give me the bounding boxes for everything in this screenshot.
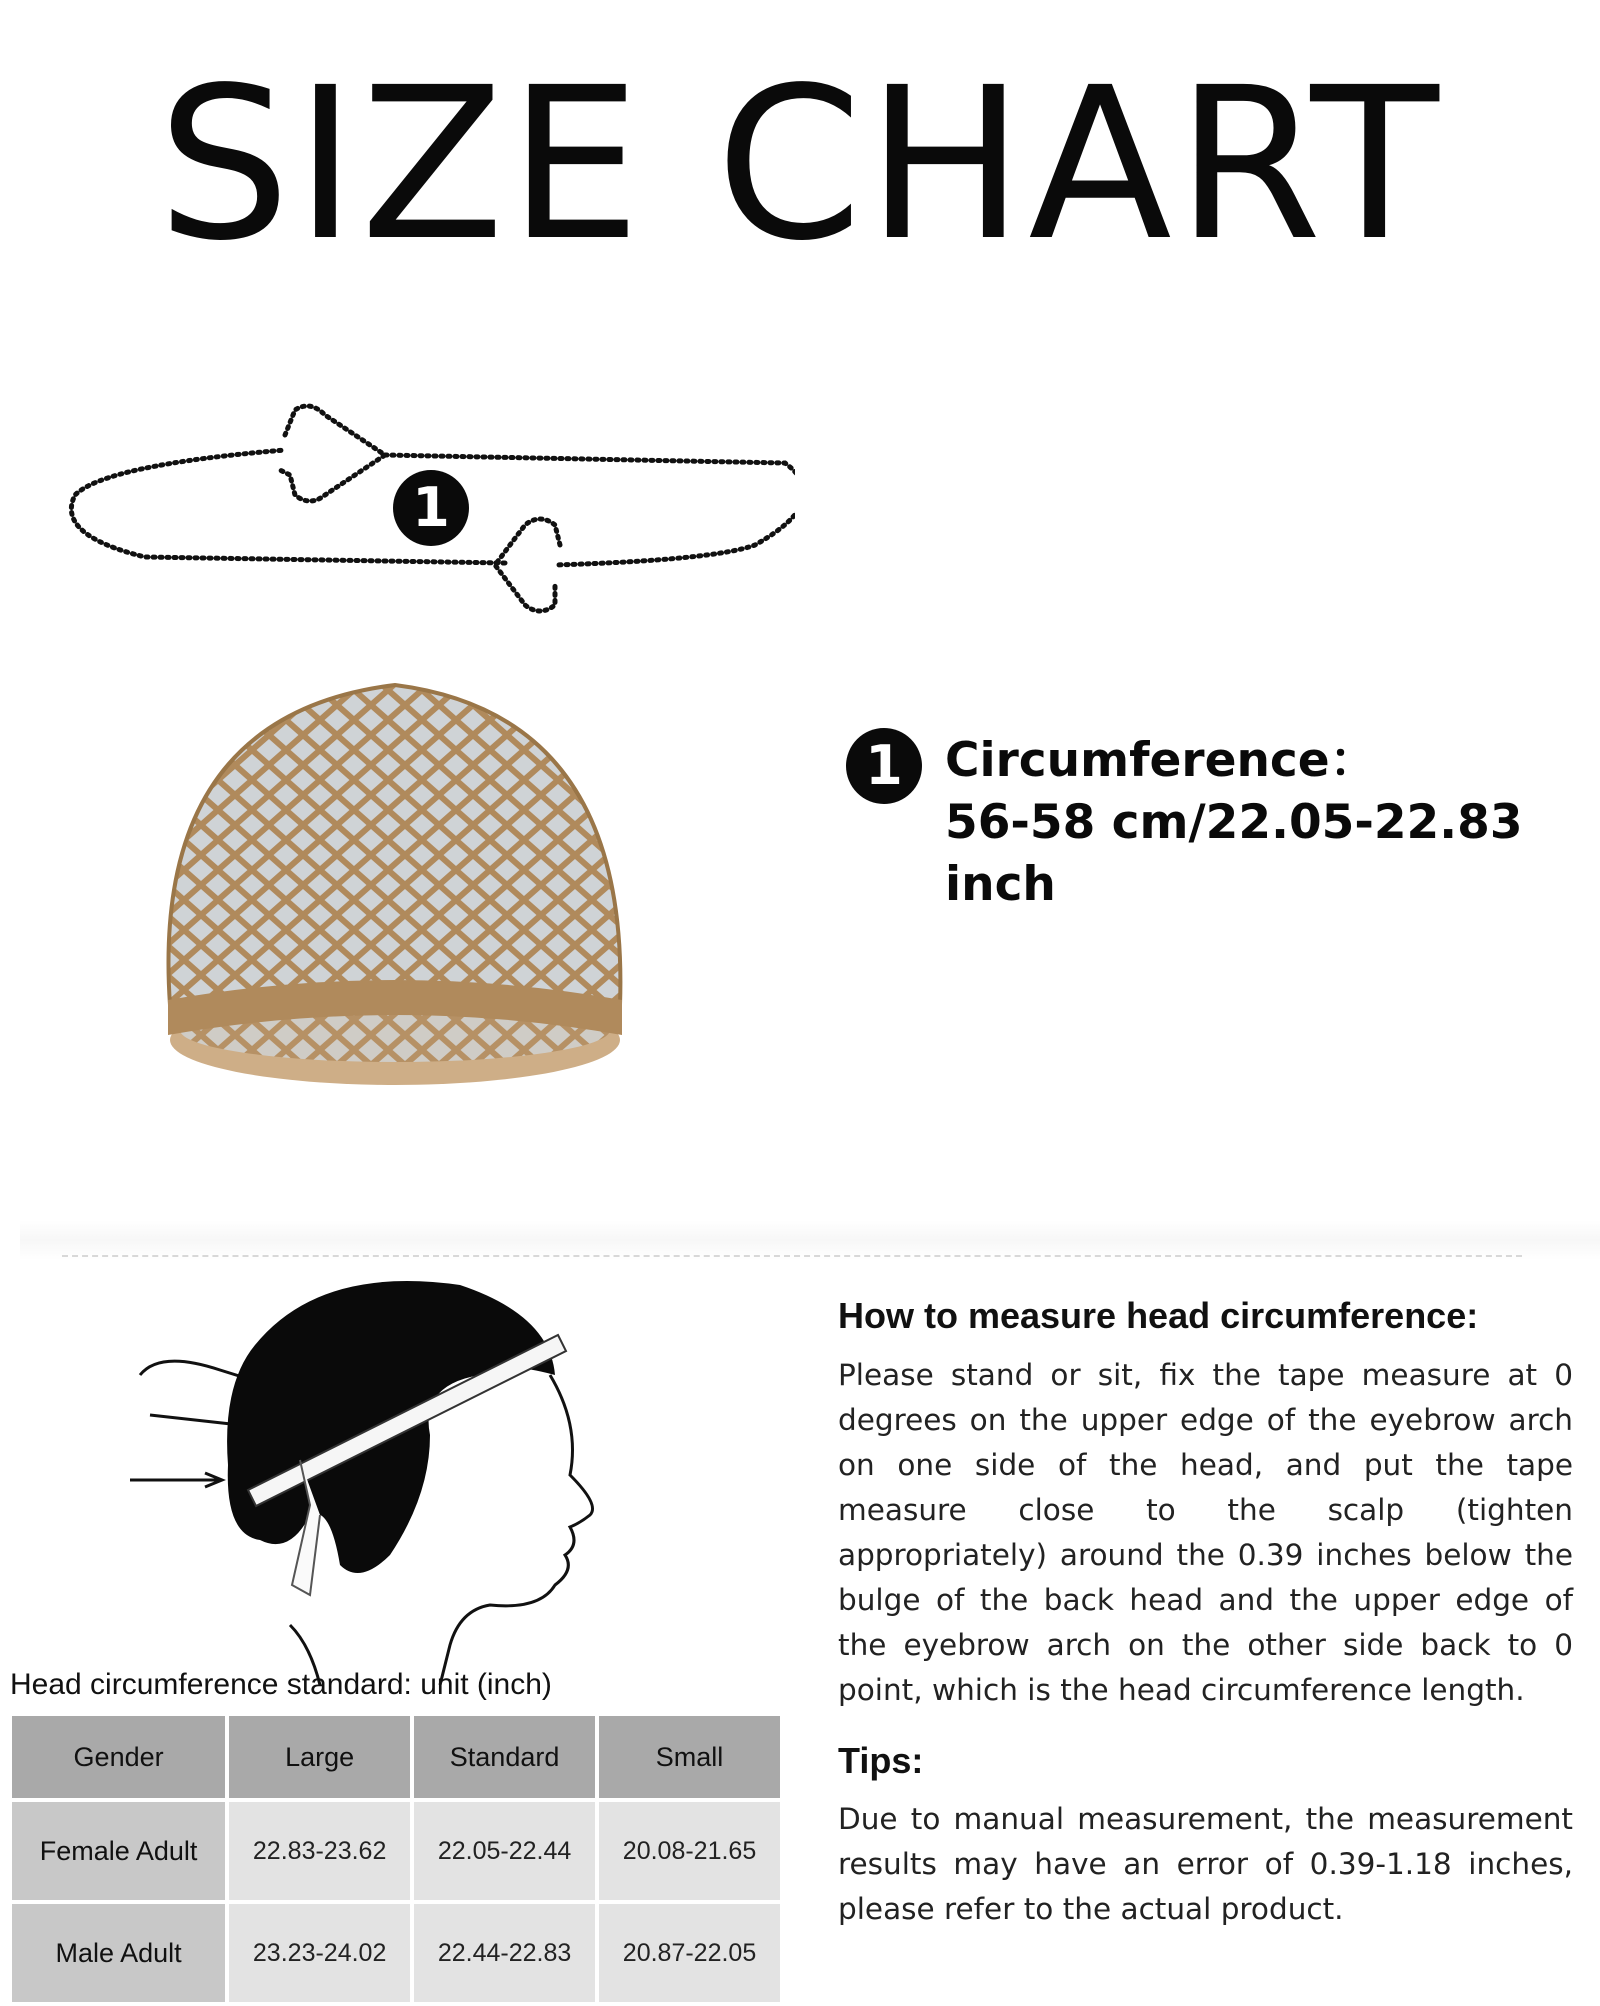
table-caption: Head circumference standard: unit (inch) [10, 1668, 552, 1701]
row-gender: Female Adult [12, 1802, 225, 1900]
table-row [12, 1802, 780, 1900]
header-standard: Standard [414, 1716, 595, 1798]
table-header-row [12, 1716, 780, 1798]
cell-large: 22.83-23.62 [229, 1802, 410, 1900]
cell-small: 20.87-22.05 [599, 1904, 780, 2002]
cell-small: 20.08-21.65 [599, 1802, 780, 1900]
number-one-badge-icon: 1 [393, 470, 469, 546]
howto-text: Please stand or sit, fix the tape measure at 0 degrees on the upper edge of the eyebrow arch on one side of the head, and put the tape measure close to the scalp (tighten appropriately) around the 0.39 inches below the bulge of the back head and the upper edge of the eyebrow arch on the other side back to 0 point, which is the head circumference length. [838, 1358, 1573, 1707]
circumference-text [945, 730, 1600, 916]
cell-large: 23.23-24.02 [229, 1904, 410, 2002]
page-title: SIZE CHART [157, 42, 1443, 287]
header-large: Large [229, 1716, 410, 1798]
section-divider-band [20, 1220, 1600, 1260]
table-row [12, 1904, 780, 2002]
cell-standard: 22.05-22.44 [414, 1802, 595, 1900]
cell-standard: 22.44-22.83 [414, 1904, 595, 2002]
dashed-divider [62, 1255, 1522, 1257]
howto-heading: How to measure head circumference: [838, 1295, 1479, 1336]
tips-heading: Tips: [838, 1740, 924, 1781]
row-gender: Male Adult [12, 1904, 225, 2002]
circumference-value: 56-58 cm/22.05-22.83 inch [945, 795, 1523, 912]
circumference-marker-icon: 1 [846, 728, 922, 804]
size-table [8, 1712, 784, 2006]
head-measurement-illustration [10, 1265, 800, 1685]
header-gender: Gender [12, 1716, 225, 1798]
header-small: Small [599, 1716, 780, 1798]
tips-text: Due to manual measurement, the measurement results may have an error of 0.39-1.18 inches, please refer to the actual product. [838, 1802, 1573, 1926]
circumference-label: Circumference： [945, 733, 1377, 788]
crochet-hat-image [150, 675, 640, 1085]
